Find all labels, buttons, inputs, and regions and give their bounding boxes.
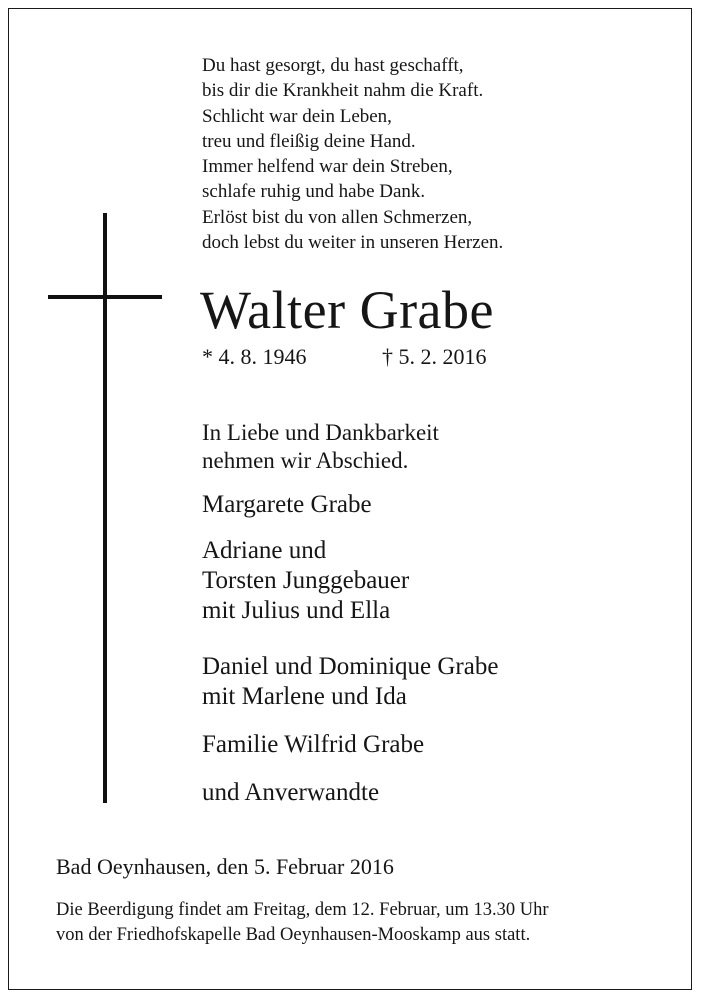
- mourner-group: [202, 778, 379, 808]
- mourner-line: mit Julius und Ella: [202, 597, 391, 624]
- farewell-line: nehmen wir Abschied.: [202, 448, 409, 473]
- funeral-line: Die Beerdigung findet am Freitag, dem 12. Februar, um 13.30 Uhr: [56, 900, 549, 920]
- death-date: † 5. 2. 2016: [382, 344, 487, 369]
- mourner-line: Daniel und Dominique Grabe: [202, 653, 499, 680]
- funeral-notice: [56, 898, 548, 947]
- poem: [202, 53, 503, 255]
- poem-line: Immer helfend war dein Streben,: [202, 156, 453, 178]
- birth-date: * 4. 8. 1946: [202, 344, 307, 369]
- mourner-line: mit Marlene und Ida: [202, 683, 407, 710]
- funeral-line: von der Friedhofskapelle Bad Oeynhausen-Mooskamp aus statt.: [56, 924, 531, 945]
- farewell-text: [202, 419, 439, 475]
- cross-vertical-bar: [103, 213, 107, 803]
- mourner-line: Adriane und: [202, 537, 327, 564]
- farewell-line: In Liebe und Dankbarkeit: [202, 420, 439, 445]
- mourner-line: Familie Wilfrid Grabe: [202, 731, 425, 758]
- poem-line: treu und fleißig deine Hand.: [202, 130, 416, 152]
- mourner-line: Torsten Junggebauer: [202, 567, 410, 594]
- mourner-group: [202, 536, 409, 626]
- poem-line: doch lebst du weiter in unseren Herzen.: [202, 232, 504, 254]
- poem-line: Du hast gesorgt, du hast geschafft,: [202, 55, 464, 76]
- poem-line: schlafe ruhig und habe Dank.: [202, 181, 426, 203]
- mourner-group: [202, 652, 498, 712]
- mourner-group: [202, 730, 424, 760]
- poem-line: Schlicht war dein Leben,: [202, 105, 392, 127]
- deceased-name: Walter Grabe: [200, 280, 494, 340]
- mourner-line: Margarete Grabe: [202, 491, 372, 518]
- mourner-line: und Anverwandte: [202, 779, 380, 806]
- poem-line: Erlöst bist du von allen Schmerzen,: [202, 206, 473, 228]
- cross-horizontal-bar: [48, 295, 162, 299]
- poem-line: bis dir die Krankheit nahm die Kraft.: [202, 80, 484, 102]
- place-and-date: Bad Oeynhausen, den 5. Februar 2016: [56, 854, 394, 879]
- mourner-group: [202, 490, 372, 520]
